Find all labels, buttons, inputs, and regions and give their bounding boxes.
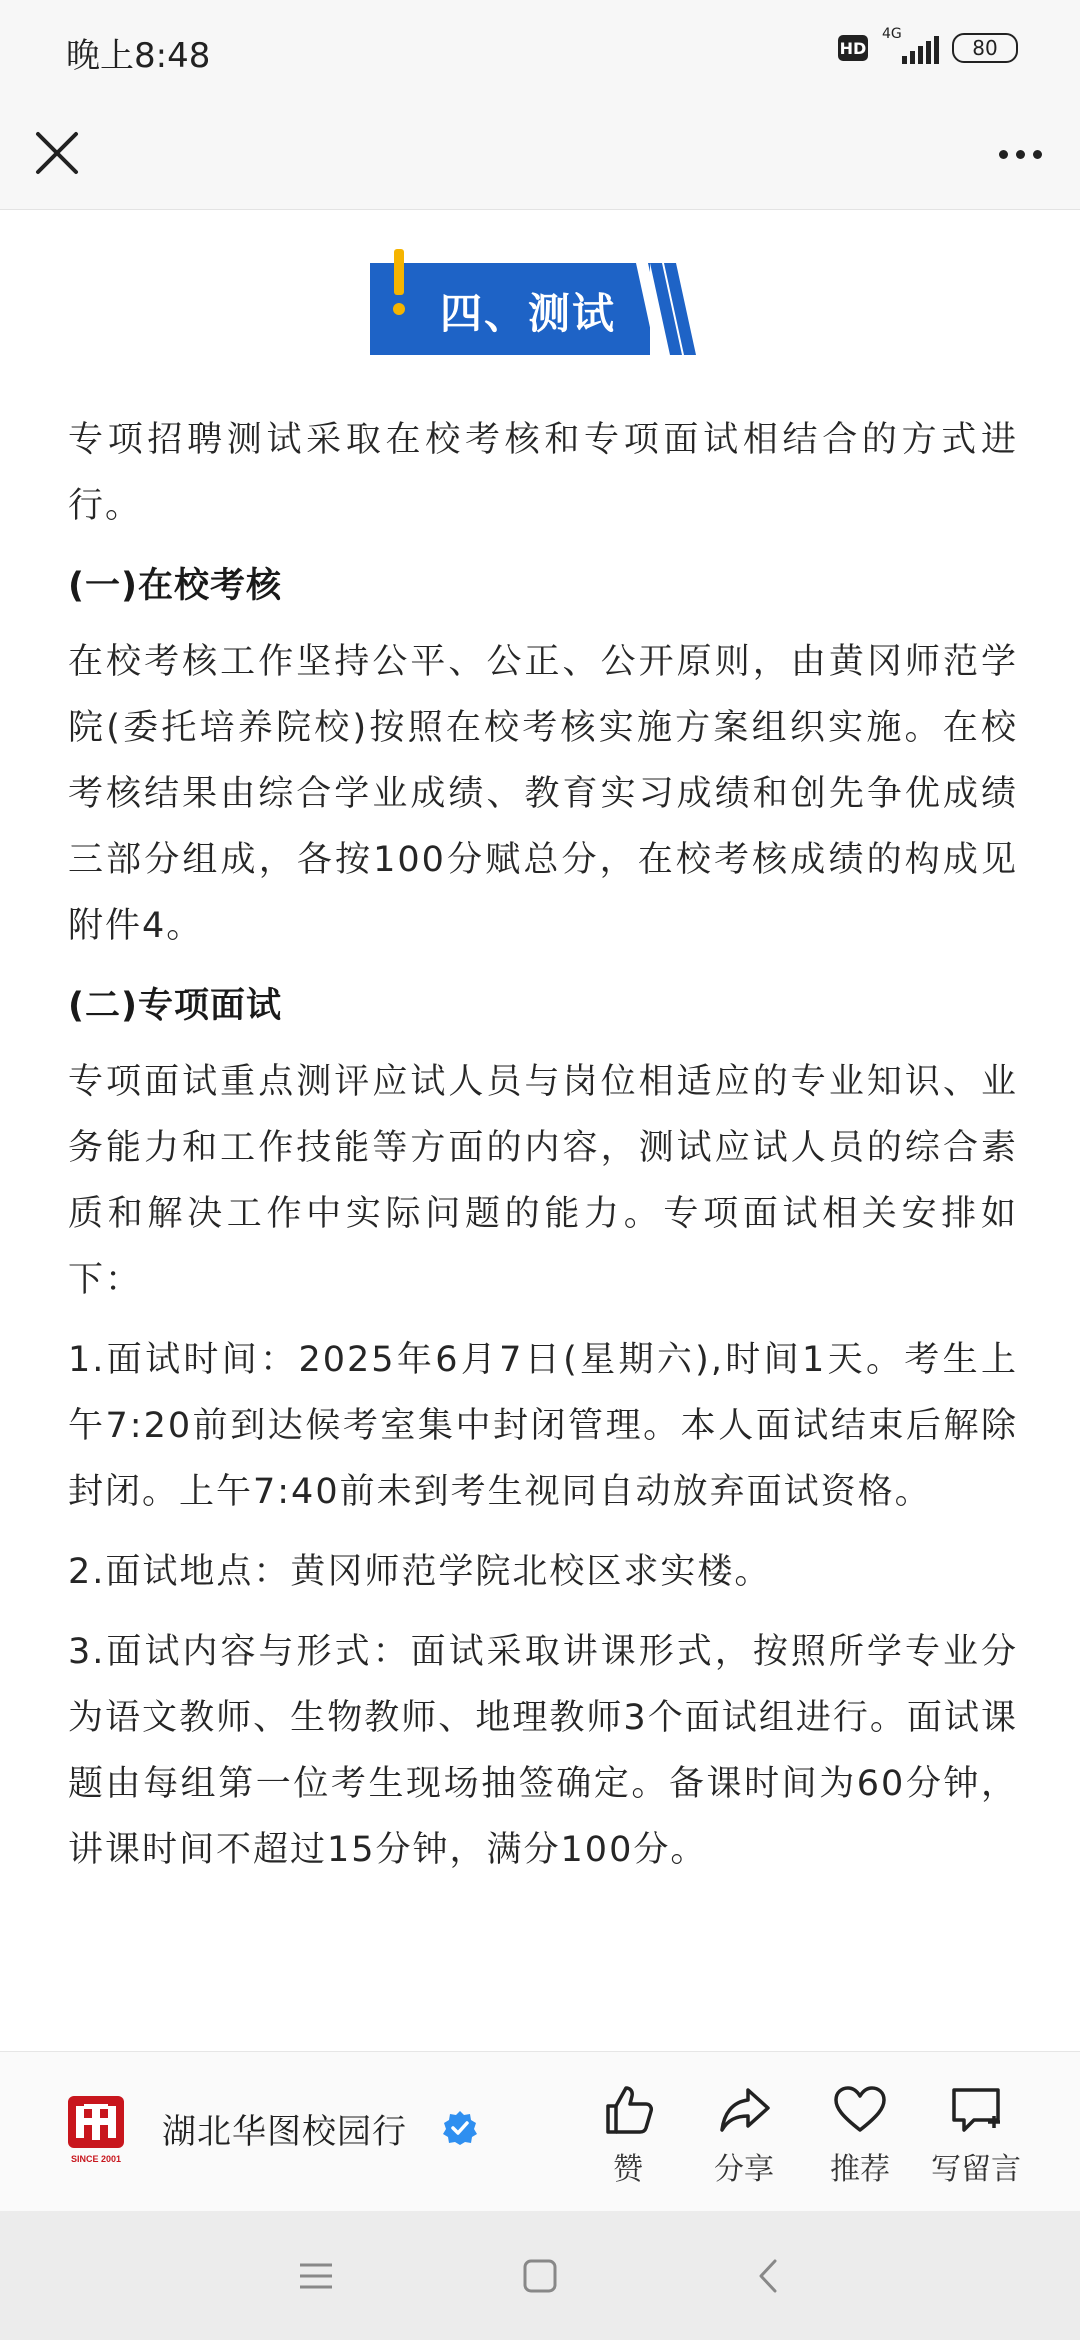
more-dot-icon	[1033, 150, 1042, 159]
status-bar	[0, 0, 1080, 100]
recommend-label: 推荐	[830, 2152, 890, 2187]
more-options-button[interactable]	[988, 122, 1052, 186]
battery-icon: 80	[952, 33, 1018, 63]
recommend-button[interactable]	[800, 2082, 920, 2188]
back-chevron-icon	[753, 2258, 783, 2294]
logo-text: SINCE 2001	[70, 2154, 122, 2164]
top-nav	[0, 100, 1080, 210]
heart-icon	[832, 2082, 888, 2138]
intro-paragraph: 专项招聘测试采取在校考核和专项面试相结合的方式进行。	[68, 420, 1018, 526]
verified-badge-icon	[442, 2110, 478, 2146]
like-button[interactable]	[568, 2082, 688, 2188]
close-button[interactable]	[26, 122, 90, 186]
share-button[interactable]	[684, 2082, 804, 2188]
subheading-school-assessment: (一)在校考核	[68, 566, 282, 606]
article-body[interactable]	[0, 211, 1080, 2051]
interview-location-item: 2.面试地点：黄冈师范学院北校区求实楼。	[68, 1552, 772, 1592]
comment-icon	[948, 2082, 1004, 2138]
hd-icon: HD	[838, 35, 868, 61]
comment-label: 写留言	[931, 2152, 1021, 2187]
status-time: 晚上8:48	[66, 36, 211, 76]
school-assessment-paragraph: 在校考核工作坚持公平、公正、公开原则，由黄冈师范学院(委托培养院校)按照在校考核实施方案组织实施。在校考核结果由综合学业成绩、教育实习成绩和创先争优成绩三部分组成，各按100分赋总分，在校考核成绩的构成见附件4。	[68, 642, 1018, 946]
share-label: 分享	[714, 2152, 774, 2187]
bottom-action-bar	[0, 2051, 1080, 2211]
network-type: 4G	[882, 26, 902, 42]
account-name[interactable]: 湖北华图校园行	[162, 2112, 407, 2152]
home-button[interactable]	[510, 2251, 570, 2301]
signal-icon	[880, 26, 940, 66]
interview-time-item: 1.面试时间：2025年6月7日(星期六),时间1天。考生上午7:20前到达候考室集中封闭管理。本人面试结束后解除封闭。上午7:40前未到考生视同自动放弃面试资格。	[68, 1340, 1018, 1512]
thumbs-up-icon	[600, 2082, 656, 2138]
section-title: 四、测试	[440, 289, 617, 338]
system-nav-bar	[0, 2211, 1080, 2340]
banner-stripes-icon	[636, 263, 696, 355]
exclamation-icon	[392, 249, 406, 319]
back-button[interactable]	[738, 2251, 798, 2301]
interview-paragraph: 专项面试重点测评应试人员与岗位相适应的专业知识、业务能力和工作技能等方面的内容，测试应试人员的综合素质和解决工作中实际问题的能力。专项面试相关安排如下：	[68, 1062, 1018, 1300]
article-content	[68, 407, 1018, 1897]
home-square-icon	[522, 2258, 558, 2294]
account-logo[interactable]	[66, 2094, 126, 2166]
close-icon	[26, 122, 90, 186]
huatu-logo-icon	[66, 2094, 126, 2166]
more-dot-icon	[999, 150, 1008, 159]
like-label: 赞	[613, 2152, 643, 2187]
share-icon	[716, 2082, 772, 2138]
comment-button[interactable]	[916, 2082, 1036, 2188]
section-banner	[370, 263, 696, 355]
menu-icon	[298, 2260, 334, 2292]
more-dot-icon	[1016, 150, 1025, 159]
menu-button[interactable]	[286, 2251, 346, 2301]
interview-format-item: 3.面试内容与形式：面试采取讲课形式，按照所学专业分为语文教师、生物教师、地理教师3个面试组进行。面试课题由每组第一位考生现场抽签确定。备课时间为60分钟，讲课时间不超过15分钟，满分100分。	[68, 1632, 1018, 1870]
subheading-interview: (二)专项面试	[68, 986, 282, 1026]
status-icons	[838, 26, 1018, 66]
